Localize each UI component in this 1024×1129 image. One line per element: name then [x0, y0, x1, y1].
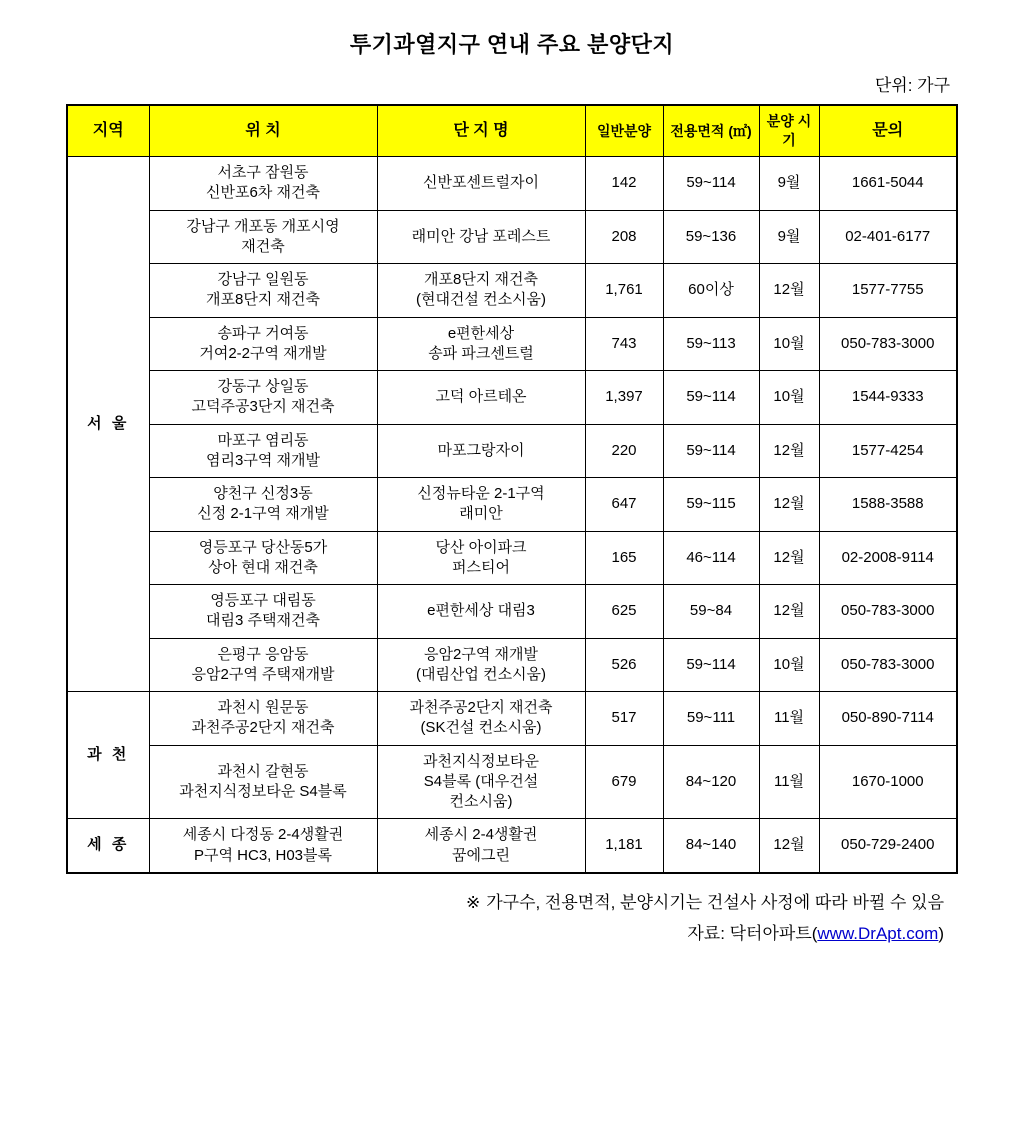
general-supply-cell: 1,397	[585, 371, 663, 425]
supply-time-cell: 12월	[759, 819, 819, 873]
location-cell-line: 마포구 염리동	[217, 431, 309, 449]
column-header-time	[759, 105, 819, 157]
contact-cell: 02-2008-9114	[819, 531, 957, 585]
region-cell: 세 종	[67, 819, 149, 873]
table-header	[67, 105, 957, 157]
supply-time-cell: 12월	[759, 264, 819, 318]
complex-name-cell	[377, 531, 585, 585]
contact-cell: 1577-7755	[819, 264, 957, 318]
general-supply-cell: 647	[585, 478, 663, 532]
source-link[interactable]: www.DrApt.com	[817, 923, 939, 943]
table-row	[67, 478, 957, 532]
footnotes	[58, 888, 966, 944]
region-cell: 과 천	[67, 692, 149, 819]
location-cell-line: 신반포6차 재건축	[206, 184, 320, 202]
complex-name-cell	[377, 210, 585, 264]
complex-name-cell-line: S4블록 (대우건설	[423, 772, 539, 790]
complex-name-cell-line: 꿈에그린	[452, 846, 510, 864]
footnote-mark: ※	[465, 892, 481, 912]
location-cell-line: 세종시 다정동 2-4생활권	[182, 826, 344, 844]
location-cell-line: 재건축	[241, 237, 285, 255]
complex-name-cell-line: 세종시 2-4생활권	[424, 826, 538, 844]
complex-name-cell-line: 개포8단지 재건축	[424, 271, 538, 288]
apartment-supply-table	[66, 104, 958, 874]
location-cell	[149, 531, 377, 585]
complex-name-cell-line: (현대건설 컨소시움)	[415, 291, 547, 309]
location-cell-line: 영등포구 당산동5가	[198, 538, 328, 556]
location-cell-line: 영등포구 대림동	[210, 592, 316, 609]
area-cell: 59~114	[663, 424, 759, 478]
location-cell-line: 송파구 거여동	[217, 324, 309, 342]
contact-cell: 1577-4254	[819, 424, 957, 478]
table-row	[67, 317, 957, 371]
table-row	[67, 424, 957, 478]
complex-name-cell-line: e편한세상	[447, 324, 515, 342]
location-cell	[149, 371, 377, 425]
table-row	[67, 531, 957, 585]
area-cell: 84~140	[663, 819, 759, 873]
location-cell-line: P구역 HC3, H03블록	[194, 846, 332, 864]
supply-time-cell: 10월	[759, 371, 819, 425]
general-supply-cell: 208	[585, 210, 663, 264]
unit-note: 단위: 가구	[874, 76, 950, 95]
region-cell: 서 울	[67, 157, 149, 692]
location-cell	[149, 819, 377, 873]
complex-name-cell	[377, 317, 585, 371]
column-header-time-line2: 시기	[782, 113, 812, 148]
complex-name-cell	[377, 371, 585, 425]
general-supply-cell: 625	[585, 585, 663, 639]
supply-time-cell: 12월	[759, 585, 819, 639]
table-row	[67, 638, 957, 692]
location-cell-line: 강남구 개포동 개포시영	[186, 217, 340, 235]
complex-name-cell-line: 과천지식정보타운	[423, 752, 539, 770]
contact-cell: 02-401-6177	[819, 210, 957, 264]
contact-cell: 050-890-7114	[819, 692, 957, 746]
table-row	[67, 819, 957, 873]
complex-name-cell-line: 당산 아이파크	[435, 538, 527, 556]
complex-name-cell-line: 마포그랑자이	[437, 441, 525, 459]
area-cell: 84~120	[663, 745, 759, 819]
complex-name-cell	[377, 264, 585, 318]
general-supply-cell: 517	[585, 692, 663, 746]
contact-cell: 050-783-3000	[819, 585, 957, 639]
general-supply-cell: 743	[585, 317, 663, 371]
area-cell: 59~114	[663, 371, 759, 425]
location-cell-line: 강남구 일원동	[217, 271, 309, 288]
location-cell-line: 신정 2-1구역 재개발	[197, 505, 329, 523]
location-cell	[149, 210, 377, 264]
complex-name-cell-line: 컨소시움)	[449, 793, 513, 810]
source-label: 자료: 닥터아파트(	[687, 923, 818, 943]
location-cell-line: 강동구 상일동	[217, 378, 309, 395]
area-cell: 59~114	[663, 638, 759, 692]
location-cell	[149, 424, 377, 478]
supply-time-cell: 10월	[759, 638, 819, 692]
table-row	[67, 585, 957, 639]
contact-cell: 050-783-3000	[819, 638, 957, 692]
complex-name-cell-line: (대림산업 컨소시움)	[415, 665, 547, 683]
complex-name-cell	[377, 478, 585, 532]
contact-cell: 050-783-3000	[819, 317, 957, 371]
location-cell-line: 은평구 응암동	[217, 645, 309, 663]
column-header-region: 지역	[67, 105, 149, 157]
table-row	[67, 210, 957, 264]
location-cell	[149, 638, 377, 692]
complex-name-cell	[377, 585, 585, 639]
area-cell: 59~113	[663, 317, 759, 371]
table-body	[67, 157, 957, 873]
complex-name-cell-line: 래미안 강남 포레스트	[411, 227, 551, 245]
supply-time-cell: 12월	[759, 424, 819, 478]
column-header-area-line1: 전용면적	[670, 122, 725, 139]
complex-name-cell-line: 신반포센트럴자이	[423, 174, 539, 192]
column-header-contact: 문의	[819, 105, 957, 157]
area-cell: 59~136	[663, 210, 759, 264]
column-header-complex: 단 지 명	[377, 105, 585, 157]
supply-time-cell: 12월	[759, 531, 819, 585]
area-cell: 46~114	[663, 531, 759, 585]
contact-cell: 1588-3588	[819, 478, 957, 532]
area-cell: 60이상	[663, 264, 759, 318]
location-cell	[149, 745, 377, 819]
complex-name-cell	[377, 157, 585, 211]
location-cell-line: 서초구 잠원동	[217, 164, 309, 181]
contact-cell: 1670-1000	[819, 745, 957, 819]
complex-name-cell	[377, 638, 585, 692]
column-header-area-line2: (㎡)	[728, 122, 752, 139]
column-header-time-line1: 분양	[766, 113, 794, 130]
general-supply-cell: 1,181	[585, 819, 663, 873]
general-supply-cell: 220	[585, 424, 663, 478]
complex-name-cell	[377, 819, 585, 873]
general-supply-cell: 165	[585, 531, 663, 585]
footnote-note	[58, 888, 944, 913]
column-header-location: 위 치	[149, 105, 377, 157]
location-cell	[149, 264, 377, 318]
complex-name-cell-line: 퍼스티어	[452, 558, 510, 576]
location-cell-line: 고덕주공3단지 재건축	[191, 398, 335, 416]
supply-time-cell: 11월	[759, 692, 819, 746]
table-row	[67, 157, 957, 211]
location-cell-line: 거여2-2구역 재개발	[199, 344, 327, 362]
location-cell-line: 과천시 원문동	[217, 699, 309, 716]
complex-name-cell	[377, 424, 585, 478]
table-row	[67, 264, 957, 318]
location-cell-line: 대림3 주택재건축	[206, 612, 320, 630]
location-cell-line: 양천구 신정3동	[213, 485, 313, 502]
complex-name-cell	[377, 745, 585, 819]
supply-time-cell: 9월	[759, 157, 819, 211]
location-cell-line: 응암2구역 주택재개발	[191, 665, 335, 683]
general-supply-cell: 526	[585, 638, 663, 692]
area-cell: 59~84	[663, 585, 759, 639]
complex-name-cell-line: 송파 파크센트럴	[428, 344, 534, 362]
area-cell: 59~111	[663, 692, 759, 746]
table-header-row	[67, 105, 957, 157]
complex-name-cell-line: 고덕 아르테온	[435, 388, 527, 406]
source-line	[58, 919, 944, 944]
complex-name-cell-line: 응암2구역 재개발	[424, 645, 538, 663]
contact-cell: 1544-9333	[819, 371, 957, 425]
table-row	[67, 692, 957, 746]
location-cell	[149, 585, 377, 639]
location-cell-line: 염리3구역 재개발	[206, 451, 320, 469]
supply-time-cell: 10월	[759, 317, 819, 371]
page-title: 투기과열지구 연내 주요 분양단지	[349, 32, 675, 57]
location-cell-line: 과천지식정보타운 S4블록	[179, 782, 347, 800]
area-cell: 59~114	[663, 157, 759, 211]
supply-time-cell: 11월	[759, 745, 819, 819]
location-cell	[149, 317, 377, 371]
general-supply-cell: 142	[585, 157, 663, 211]
location-cell-line: 과천시 갈현동	[217, 762, 309, 780]
complex-name-cell-line: 래미안	[459, 505, 503, 523]
area-cell: 59~115	[663, 478, 759, 532]
location-cell-line: 과천주공2단지 재건축	[191, 719, 335, 737]
table-row	[67, 745, 957, 819]
complex-name-cell-line: 신정뉴타운 2-1구역	[417, 485, 545, 502]
complex-name-cell	[377, 692, 585, 746]
location-cell	[149, 692, 377, 746]
source-suffix: )	[938, 923, 944, 943]
location-cell	[149, 157, 377, 211]
supply-time-cell: 12월	[759, 478, 819, 532]
complex-name-cell-line: (SK건설 컨소시움)	[420, 719, 542, 737]
complex-name-cell-line: e편한세상 대림3	[427, 602, 535, 620]
contact-cell: 1661-5044	[819, 157, 957, 211]
location-cell-line: 상아 현대 재건축	[208, 558, 318, 576]
general-supply-cell: 679	[585, 745, 663, 819]
column-header-general-supply: 일반분양	[585, 105, 663, 157]
general-supply-cell: 1,761	[585, 264, 663, 318]
column-header-area	[663, 105, 759, 157]
footnote-text: 가구수, 전용면적, 분양시기는 건설사 사정에 따라 바뀔 수 있음	[486, 892, 944, 912]
location-cell-line: 개포8단지 재건축	[206, 291, 320, 309]
supply-time-cell: 9월	[759, 210, 819, 264]
contact-cell: 050-729-2400	[819, 819, 957, 873]
location-cell	[149, 478, 377, 532]
table-row	[67, 371, 957, 425]
complex-name-cell-line: 과천주공2단지 재건축	[409, 699, 553, 716]
